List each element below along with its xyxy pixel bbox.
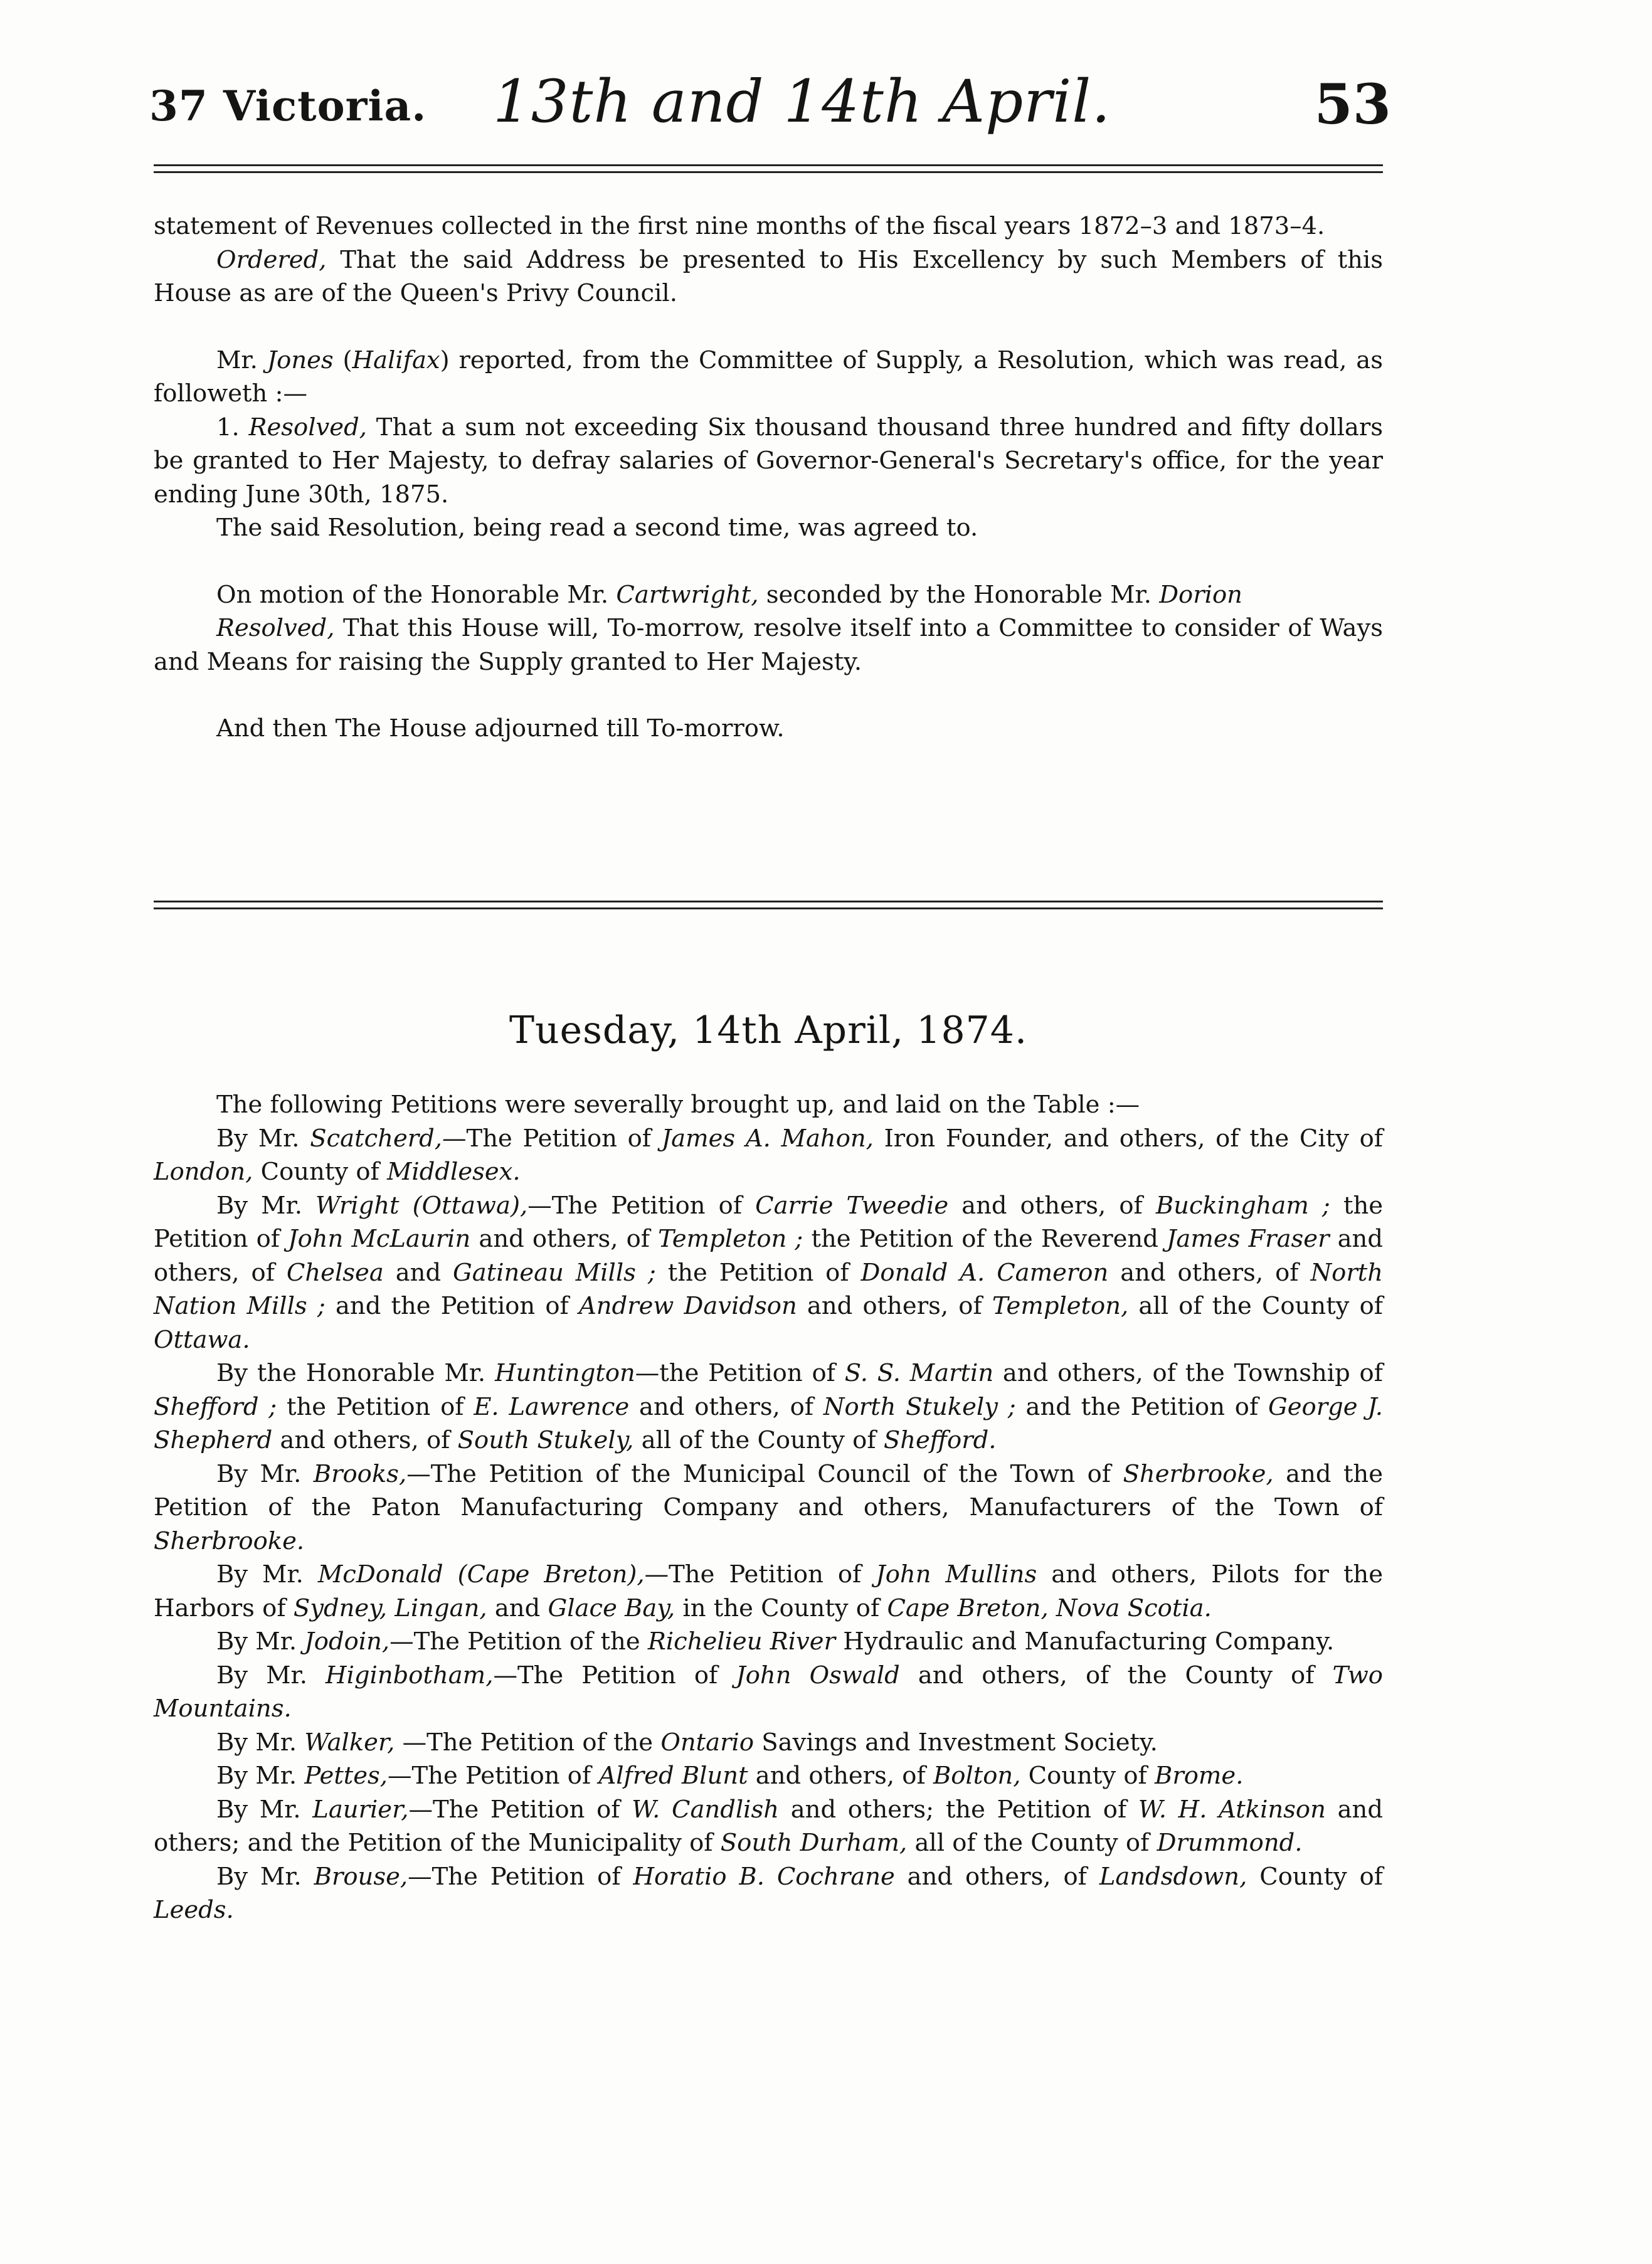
petition-entry: By Mr. Walker, —The Petition of the Ontario Savings and Investment Society. <box>216 1728 1158 1757</box>
petition-entry: By Mr. Brouse,—The Petition of Horatio B. Cochrane and others, of Landsdown, County of Leeds. <box>154 1862 1384 1924</box>
petition-entry: By Mr. Higinbotham,—The Petition of John Oswald and others, of the County of Two Mountains. <box>154 1661 1383 1723</box>
paragraph-ordered: Ordered, That the said Address be presented to His Excellency by such Members of this House as are of the Queen's Privy Council. <box>154 245 1383 307</box>
paragraph-motion: On motion of the Honorable Mr. Cartwright, seconded by the Honorable Mr. Dorion <box>216 580 1242 609</box>
petition-entry: By Mr. Jodoin,—The Petition of the Richelieu River Hydraulic and Manufacturing Company. <box>216 1627 1335 1656</box>
day-heading: Tuesday, 14th April, 1874. <box>509 1008 1028 1052</box>
paragraph-resolution-agreed: The said Resolution, being read a second time, was agreed to. <box>216 514 978 542</box>
petition-entry: By Mr. Brooks,—The Petition of the Municipal Council of the Town of Sherbrooke, and the Petition of the Paton Manufacturing Company and others, Manufacturers of the Town of Sherbrooke. <box>154 1459 1384 1555</box>
page-header <box>149 68 1404 149</box>
paragraph-resolution-1: 1. Resolved, That a sum not exceeding Six thousand thousand three hundred and fifty dollars be granted to Her Majesty, to defray salaries of Governor-General's Secretary's office, for the year ending June 30th, 1875. <box>154 413 1383 509</box>
page-number: 53 <box>1314 71 1391 137</box>
paragraph-supply-report: Mr. Jones (Halifax) reported, from the Committee of Supply, a Resolution, which was read, as followeth :— <box>154 346 1384 408</box>
petitions-intro: The following Petitions were severally brought up, and laid on the Table :— <box>216 1091 1140 1119</box>
header-rule <box>154 164 1383 173</box>
petition-entry: By Mr. Scatcherd,—The Petition of James A. Mahon, Iron Founder, and others, of the City of London, County of Middlesex. <box>154 1124 1383 1186</box>
section-april-13 <box>154 209 1383 746</box>
petition-entry: By the Honorable Mr. Huntington—the Petition of S. S. Martin and others, of the Township of Shefford ; the Petition of E. Lawrence and others, of North Stukely ; and the Petition of George J. Shepherd and others, of South Stukely, all of the County of Shefford. <box>154 1359 1384 1454</box>
section-april-14-petitions <box>154 1088 1383 1927</box>
petition-entry: By Mr. Pettes,—The Petition of Alfred Blunt and others, of Bolton, County of Brome. <box>216 1762 1244 1790</box>
regnal-year: 37 Victoria. <box>149 82 427 130</box>
petition-entry: By Mr. Laurier,—The Petition of W. Candlish and others; the Petition of W. H. Atkinson and others; and the Petition of the Municipality of South Durham, all of the County of Drummond. <box>154 1795 1383 1857</box>
paragraph-ways-and-means: Resolved, That this House will, To-morrow, resolve itself into a Committee to consider of Ways and Means for raising the Supply granted to Her Majesty. <box>154 614 1383 676</box>
paragraph-adjourned: And then The House adjourned till To-morrow. <box>216 714 785 743</box>
petition-entry: By Mr. McDonald (Cape Breton),—The Petition of John Mullins and others, Pilots for the Harbors of Sydney, Lingan, and Glace Bay, in the County of Cape Breton, Nova Scotia. <box>154 1560 1383 1622</box>
petition-entry: By Mr. Wright (Ottawa),—The Petition of Carrie Tweedie and others, of Buckingham ; the Petition of John McLaurin and others, of Templeton ; the Petition of the Reverend James Fraser and others, of Chelsea and Gatineau Mills ; the Petition of Donald A. Cameron and others, of North Nation Mills ; and the Petition of Andrew Davidson and others, of Templeton, all of the County of Ottawa. <box>154 1191 1384 1354</box>
page-dates: 13th and 14th April. <box>493 68 1111 136</box>
paragraph-revenue-statement: statement of Revenues collected in the first nine months of the fiscal years 1872–3 and 1873–4. <box>154 212 1325 240</box>
section-divider-rule <box>154 901 1383 909</box>
